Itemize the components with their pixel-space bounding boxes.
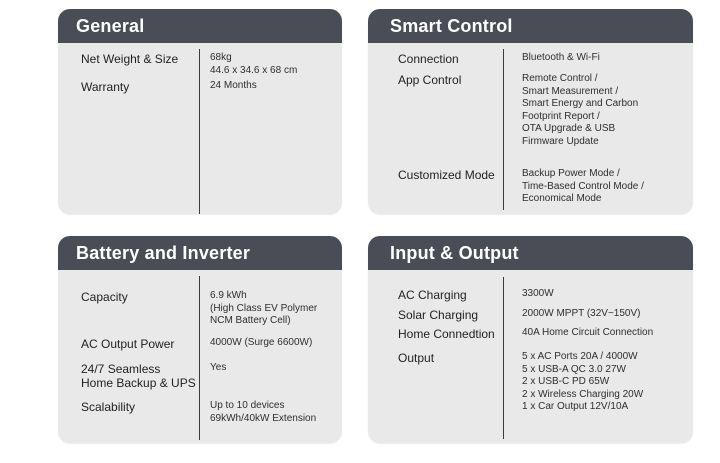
battery-inverter-card-title: Battery and Inverter <box>58 236 342 270</box>
battery-inverter-card <box>58 236 342 443</box>
spec-label <box>81 400 135 414</box>
spec-value-line: 44.6 x 34.6 x 68 cm <box>210 64 298 76</box>
spec-value-line: 3300W <box>522 288 554 299</box>
spec-value <box>210 362 226 375</box>
spec-value-line: 1 x Car Output 12V/10A <box>522 401 629 412</box>
spec-label-line: Net Weight & Size <box>81 52 179 66</box>
spec-value-line: Bluetooth & Wi-Fi <box>522 52 600 63</box>
input-output-divider <box>503 277 504 439</box>
smart-control-card-rows <box>368 43 693 214</box>
spec-value-line: Backup Power Mode / <box>522 168 620 179</box>
battery-inverter-card-rows <box>58 270 342 443</box>
spec-value-line: 2 x Wireless Charging 20W <box>522 388 644 400</box>
spec-value-line: Yes <box>210 362 227 373</box>
spec-label-line: AC Output Power <box>81 337 175 351</box>
spec-label <box>81 362 196 390</box>
spec-label <box>398 288 467 302</box>
spec-value-line: 24 Months <box>210 80 257 91</box>
spec-value-line: 2000W MPPT (32V~150V) <box>522 308 641 319</box>
spec-label-line: Connection <box>398 52 459 66</box>
input-output-card-rows <box>368 270 693 443</box>
spec-label-line: Scalability <box>81 400 136 414</box>
spec-label <box>81 80 129 94</box>
spec-value-line: Remote Control / <box>522 73 598 84</box>
spec-value-line: 40A Home Circuit Connection <box>522 327 654 338</box>
spec-value-line: OTA Upgrade & USB <box>522 123 616 134</box>
spec-value <box>522 168 644 206</box>
spec-value-line: 2 x USB-C PD 65W <box>522 376 610 387</box>
input-output-card-title: Input & Output <box>368 236 693 270</box>
spec-value-line: 5 x AC Ports 20A / 4000W <box>522 351 638 362</box>
spec-value-line: Time-Based Control Mode / <box>522 180 644 192</box>
spec-label <box>398 52 459 66</box>
spec-value <box>522 308 641 321</box>
spec-value-line: Economical Mode <box>522 193 602 204</box>
spec-value <box>522 351 643 414</box>
spec-value-line: (High Class EV Polymer <box>210 302 318 314</box>
spec-value-line: NCM Battery Cell) <box>210 315 291 326</box>
spec-value-line: Footprint Report / <box>522 110 600 122</box>
spec-label <box>81 52 178 66</box>
spec-value-line: Firmware Update <box>522 135 599 147</box>
spec-value <box>210 80 257 93</box>
spec-label-line: AC Charging <box>398 288 467 302</box>
spec-value-line: Smart Measurement / <box>522 85 619 97</box>
spec-label <box>398 168 495 182</box>
spec-label-line: Home Connedtion <box>398 327 495 341</box>
spec-value-line: 68kg <box>210 52 232 63</box>
spec-value <box>210 290 317 328</box>
spec-label <box>398 73 461 87</box>
smart-control-divider <box>503 49 504 210</box>
spec-label <box>398 351 434 365</box>
general-card <box>58 9 342 214</box>
battery-inverter-divider <box>199 276 200 440</box>
spec-value-line: Smart Energy and Carbon <box>522 98 639 109</box>
spec-value-line: 6.9 kWh <box>210 290 247 301</box>
spec-label <box>398 327 495 341</box>
spec-label-line: Customized Mode <box>398 168 495 182</box>
spec-value <box>210 400 316 425</box>
general-card-rows <box>58 43 342 214</box>
spec-label <box>81 290 128 304</box>
spec-label-line: App Control <box>398 73 462 87</box>
spec-label-line: Capacity <box>81 290 128 304</box>
spec-label-line: Output <box>398 351 435 365</box>
spec-value <box>522 73 638 148</box>
spec-label-line: Home Backup & UPS <box>81 376 196 390</box>
input-output-card <box>368 236 693 443</box>
general-divider <box>199 49 200 214</box>
spec-value-line: 4000W (Surge 6600W) <box>210 337 313 348</box>
spec-value <box>210 52 297 77</box>
spec-value-line: Up to 10 devices <box>210 400 285 411</box>
general-card-title: General <box>58 9 342 43</box>
spec-label-line: 24/7 Seamless <box>81 362 161 376</box>
spec-value-line: 5 x USB-A QC 3.0 27W <box>522 363 626 375</box>
spec-value-line: 69kWh/40kW Extension <box>210 412 317 424</box>
spec-value <box>210 337 312 350</box>
spec-label <box>398 308 478 322</box>
spec-value <box>522 288 554 301</box>
spec-label-line: Solar Charging <box>398 308 479 322</box>
spec-value <box>522 327 653 340</box>
smart-control-card <box>368 9 693 214</box>
spec-label-line: Warranty <box>81 80 130 94</box>
spec-value <box>522 52 600 65</box>
spec-label <box>81 337 174 351</box>
smart-control-card-title: Smart Control <box>368 9 693 43</box>
